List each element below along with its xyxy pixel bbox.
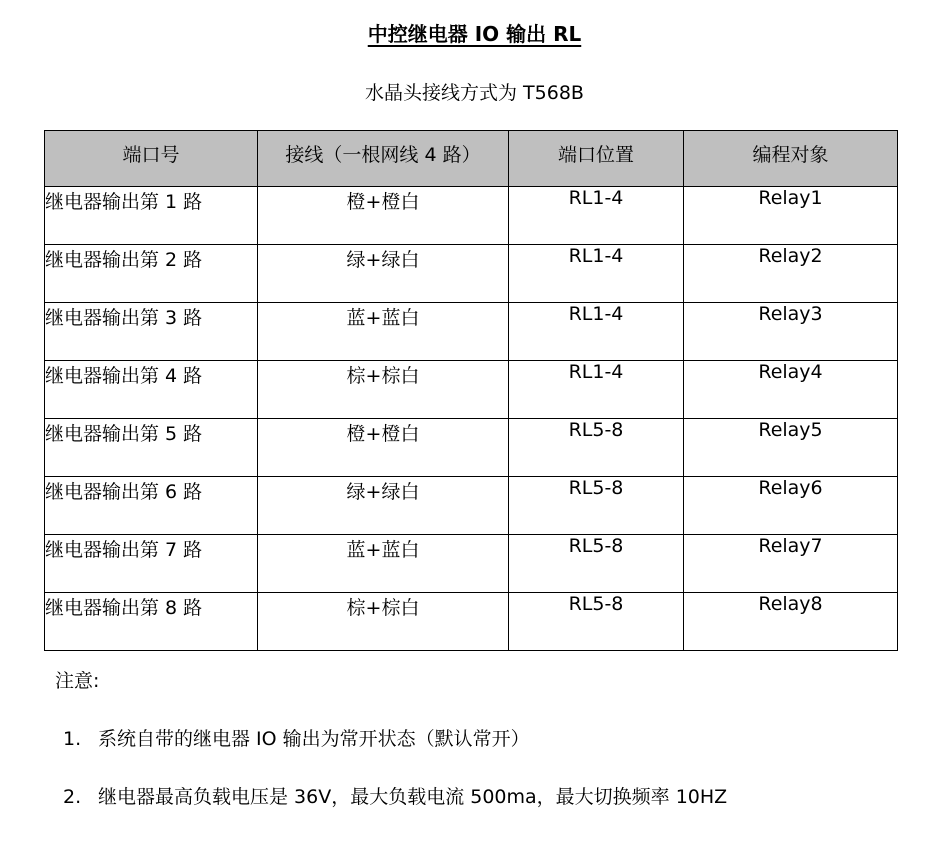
note-number: 2. xyxy=(63,786,82,808)
cell-wiring: 橙+橙白 xyxy=(258,187,509,245)
table-row xyxy=(45,419,898,477)
document-title: 中控继电器 IO 输出 RL xyxy=(367,22,582,46)
note-text: 继电器最高负载电压是 36V，最大负载电流 500ma，最大切换频率 10HZ xyxy=(98,786,728,808)
header-position: 端口位置 xyxy=(509,131,684,187)
cell-target: Relay3 xyxy=(684,303,898,361)
cell-port: 继电器输出第 2 路 xyxy=(45,245,258,303)
cell-wiring: 棕+棕白 xyxy=(258,593,509,651)
cell-wiring: 橙+橙白 xyxy=(258,419,509,477)
cell-wiring: 绿+绿白 xyxy=(258,477,509,535)
notes-heading: 注意: xyxy=(55,670,100,692)
table-row xyxy=(45,593,898,651)
table-row xyxy=(45,535,898,593)
cell-position: RL5-8 xyxy=(509,477,684,535)
table-row xyxy=(45,245,898,303)
note-number: 1. xyxy=(63,728,82,750)
table-row xyxy=(45,187,898,245)
header-wiring: 接线（一根网线 4 路） xyxy=(258,131,509,187)
note-text: 系统自带的继电器 IO 输出为常开状态（默认常开） xyxy=(98,728,530,750)
cell-position: RL5-8 xyxy=(509,419,684,477)
cell-port: 继电器输出第 3 路 xyxy=(45,303,258,361)
cell-target: Relay2 xyxy=(684,245,898,303)
cell-port: 继电器输出第 4 路 xyxy=(45,361,258,419)
cell-wiring: 棕+棕白 xyxy=(258,361,509,419)
cell-port: 继电器输出第 1 路 xyxy=(45,187,258,245)
cell-position: RL1-4 xyxy=(509,361,684,419)
table-row xyxy=(45,303,898,361)
cell-target: Relay7 xyxy=(684,535,898,593)
note-item xyxy=(63,783,727,811)
cell-position: RL1-4 xyxy=(509,303,684,361)
cell-port: 继电器输出第 6 路 xyxy=(45,477,258,535)
cell-port: 继电器输出第 7 路 xyxy=(45,535,258,593)
cell-position: RL5-8 xyxy=(509,535,684,593)
cell-position: RL1-4 xyxy=(509,245,684,303)
header-port: 端口号 xyxy=(45,131,258,187)
cell-target: Relay1 xyxy=(684,187,898,245)
cell-wiring: 蓝+蓝白 xyxy=(258,535,509,593)
cell-port: 继电器输出第 5 路 xyxy=(45,419,258,477)
cell-target: Relay6 xyxy=(684,477,898,535)
document-subtitle: 水晶头接线方式为 T568B xyxy=(365,82,584,104)
cell-port: 继电器输出第 8 路 xyxy=(45,593,258,651)
cell-target: Relay8 xyxy=(684,593,898,651)
cell-target: Relay5 xyxy=(684,419,898,477)
header-target: 编程对象 xyxy=(684,131,898,187)
cell-position: RL5-8 xyxy=(509,593,684,651)
cell-target: Relay4 xyxy=(684,361,898,419)
note-item xyxy=(63,725,530,753)
cell-wiring: 蓝+蓝白 xyxy=(258,303,509,361)
cell-wiring: 绿+绿白 xyxy=(258,245,509,303)
port-table xyxy=(44,130,898,651)
cell-position: RL1-4 xyxy=(509,187,684,245)
table-row xyxy=(45,477,898,535)
table-header-row xyxy=(45,131,898,187)
table-row xyxy=(45,361,898,419)
